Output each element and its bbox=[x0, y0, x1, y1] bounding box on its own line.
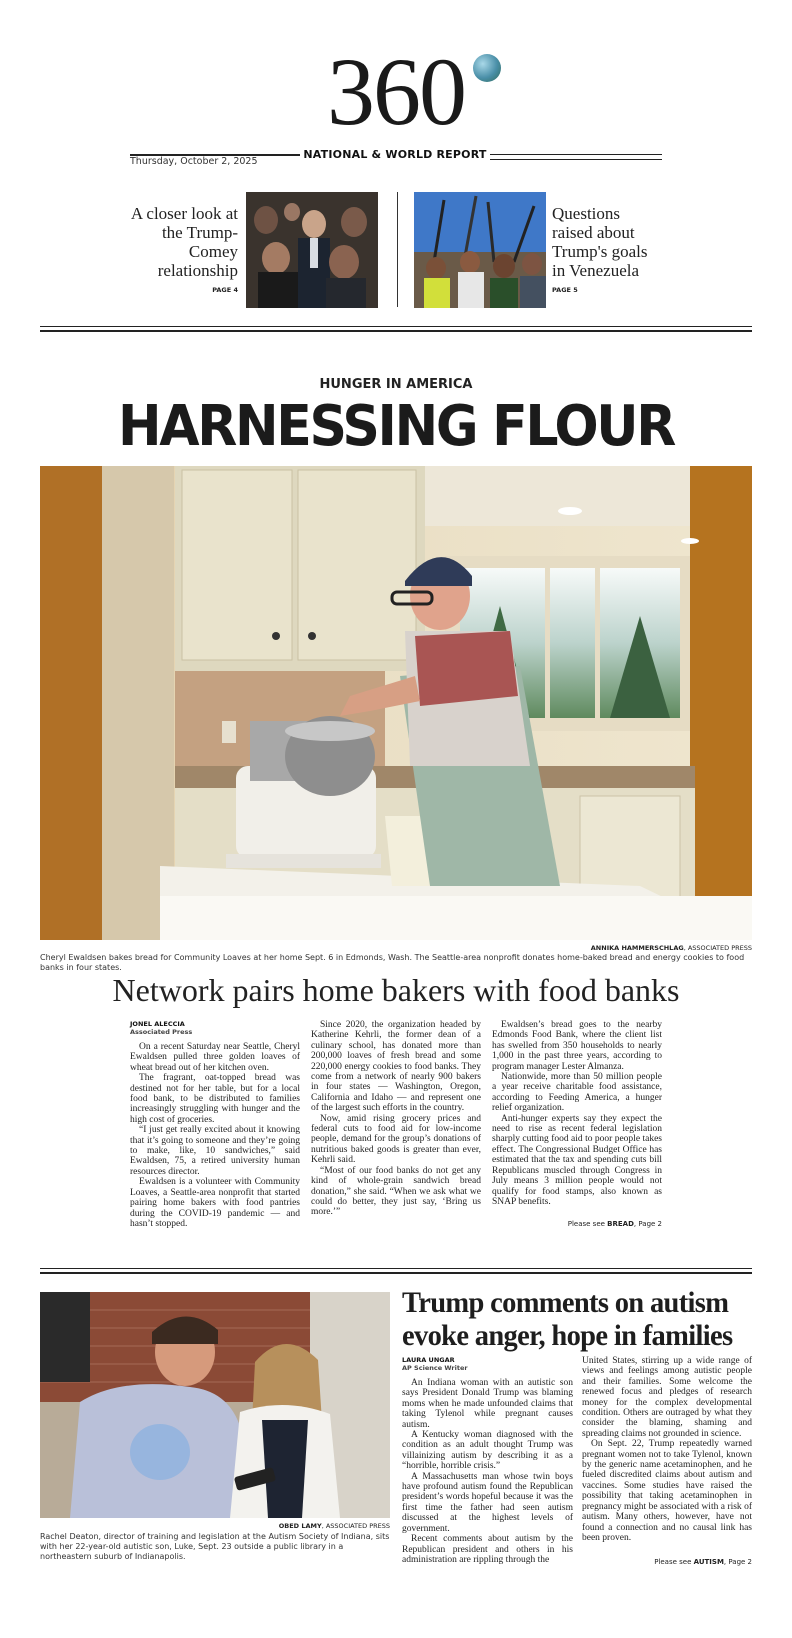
issue-date: Thursday, October 2, 2025 bbox=[130, 156, 258, 167]
lead-byline-block bbox=[130, 1020, 300, 1036]
lead-kicker: HUNGER IN AMERICA bbox=[319, 377, 473, 392]
second-photo-credit bbox=[40, 1522, 390, 1530]
paragraph: The fragrant, oat-topped bread was destined not for her table, but for a local food bank, to be distributed to families increasingly struggling with hunger and the high cost of groceries. bbox=[130, 1073, 300, 1125]
paragraph: Since 2020, the organization headed by Katherine Kehrli, the former dean of a culinary school, has donated more than 200,000 loaves of fresh bread and some 220,000 energy cookies to food banks. They come from a network of nearly 900 bakers in four states — Washington, Oregon, California and Idaho — and represent one of the largest such efforts in the country. bbox=[311, 1020, 481, 1114]
paragraph: On a recent Saturday near Seattle, Cheryl Ewaldsen pulled three golden loaves of wheat bread out of her kitchen oven. bbox=[130, 1042, 300, 1073]
paragraph: Nationwide, more than 50 million people a year receive charitable food assistance, according to Feeding America, a hunger relief organization. bbox=[492, 1072, 662, 1114]
teaser-photo bbox=[246, 192, 378, 308]
byline: LAURA UNGAR bbox=[402, 1356, 455, 1364]
paragraph: “I just get really excited about it knowing that it’s going to someone and they’re going to make, like, 10 sandwiches,” said Ewaldsen, 75, a retired university human resources director. bbox=[130, 1125, 300, 1177]
teaser-photo bbox=[414, 192, 546, 308]
teaser-venezuela[interactable] bbox=[414, 192, 664, 308]
jump-prefix: Please see bbox=[654, 1558, 694, 1566]
jump-ref: AUTISM bbox=[693, 1558, 724, 1566]
second-caption: Rachel Deaton, director of training and legislation at the Autism Society of Indiana, sits with her 22-year-old autistic son, Luke, Sept. 23 outside a public library in a northeastern suburb of Indianapolis. bbox=[40, 1532, 390, 1561]
lead-column-2 bbox=[311, 1020, 481, 1218]
byline-affiliation: Associated Press bbox=[130, 1028, 193, 1036]
section-divider bbox=[40, 1268, 752, 1274]
second-jump-link[interactable] bbox=[654, 1558, 752, 1566]
lead-photo bbox=[40, 466, 752, 940]
paragraph: “Most of our food banks do not get any kind of whole-grain sandwich bread donation,” she said. “When we ask what we could do better, they just say, ‘Bring us more.’” bbox=[311, 1165, 481, 1218]
byline: JONEL ALECCIA bbox=[130, 1020, 185, 1028]
credit-org: , ASSOCIATED PRESS bbox=[321, 1522, 390, 1530]
teaser-divider bbox=[397, 192, 398, 307]
paragraph: An Indiana woman with an autistic son says President Donald Trump was blaming moms when he made unfounded claims that taking Tylenol while pregnant causes autism. bbox=[402, 1378, 573, 1430]
teaser-page: PAGE 5 bbox=[552, 286, 578, 294]
jump-ref: BREAD bbox=[607, 1220, 634, 1228]
second-headline: Trump comments on autism evoke anger, hope in families bbox=[402, 1286, 733, 1352]
teaser-headline: A closer look at the Trump-Comey relationship bbox=[130, 204, 238, 280]
globe-icon bbox=[473, 54, 501, 82]
jump-suffix: , Page 2 bbox=[633, 1220, 662, 1228]
paragraph: United States, stirring up a wide range of views and feelings among autistic people and their families. Some welcome the renewed focus and pledges of research money for the complex developmental condition. Others are outraged by what they consider the blaming, shaming and spreading claims not grounded in science. bbox=[582, 1356, 752, 1439]
paragraph: A Massachusetts man whose twin boys have profound autism found the Republican president’s words hopeful because it was the first time the father had seen autism discussed at the highest levels of government. bbox=[402, 1471, 573, 1534]
credit-name: OBED LAMY bbox=[278, 1522, 322, 1530]
credit-name: ANNIKA HAMMERSCHLAG bbox=[590, 944, 684, 952]
section-title: NATIONAL & WORLD REPORT bbox=[303, 148, 487, 161]
paragraph: On Sept. 22, Trump repeatedly warned pregnant women not to take Tylenol, known by the generic name acetaminophen, and he fueled discredited claims about autism and vaccines. Some studies have raised the possibility that taking acetaminophen in pregnancy might be associated with a risk of autism. Many others, however, have not found a connection and no causal link has been proven. bbox=[582, 1439, 752, 1543]
jump-prefix: Please see bbox=[567, 1220, 608, 1228]
lead-story-headline: Network pairs home bakers with food banks bbox=[112, 972, 680, 1008]
teaser-headline: Questions raised about Trump's goals in Venezuela bbox=[552, 204, 648, 280]
second-column-1 bbox=[402, 1378, 573, 1565]
lead-headline: HARNESSING FLOUR bbox=[117, 394, 675, 459]
byline-affiliation: AP Science Writer bbox=[402, 1364, 468, 1372]
lead-column-3 bbox=[492, 1020, 662, 1207]
paragraph: A Kentucky woman diagnosed with the condition as an adult thought Trump was villainizing autism by describing it as a “horrible, horrible crisis.” bbox=[402, 1430, 573, 1472]
jump-suffix: , Page 2 bbox=[723, 1558, 752, 1566]
masthead-logo: 360 bbox=[327, 38, 465, 145]
second-byline-block bbox=[402, 1356, 574, 1372]
teaser-page: PAGE 4 bbox=[212, 286, 238, 294]
lead-column-1 bbox=[130, 1042, 300, 1229]
second-photo bbox=[40, 1292, 390, 1518]
paragraph: Recent comments about autism by the Republican president and others in his administration are rippling through the bbox=[402, 1534, 573, 1565]
second-column-2 bbox=[582, 1356, 752, 1543]
paragraph: Ewaldsen’s bread goes to the nearby Edmonds Food Bank, where the client list has swelled from 350 households to nearly 1,000 in the past three years, according to program manager Lester Almanza. bbox=[492, 1020, 662, 1072]
teaser-comey[interactable] bbox=[130, 192, 380, 308]
paragraph: Ewaldsen is a volunteer with Community Loaves, a Seattle-area nonprofit that started pairing home bakers with food pantries during the COVID-19 pandemic — and hasn’t stopped. bbox=[130, 1177, 300, 1229]
masthead-rule-right bbox=[490, 154, 662, 160]
lead-jump-link[interactable] bbox=[568, 1220, 662, 1228]
section-divider bbox=[40, 326, 752, 332]
lead-caption: Cheryl Ewaldsen bakes bread for Community Loaves at her home Sept. 6 in Edmonds, Wash. The Seattle-area nonprofit donates home-baked bread and energy cookies to food banks in four states. bbox=[40, 953, 745, 972]
paragraph: Now, amid rising grocery prices and federal cuts to food aid for low-income people, demand for the group’s donations of nutritious baked goods is greater than ever, Kehrli said. bbox=[311, 1113, 481, 1166]
paragraph: Anti-hunger experts say they expect the need to rise as recent federal legislation sharply cutting food aid to poor people takes effect. The Congressional Budget Office has estimated that the tax and spending cuts bill Republicans muscled through Congress in July means 3 million people would not qualify for food stamps, also known as SNAP benefits. bbox=[492, 1113, 662, 1207]
credit-org: , ASSOCIATED PRESS bbox=[683, 944, 752, 952]
lead-photo-credit bbox=[591, 944, 752, 952]
